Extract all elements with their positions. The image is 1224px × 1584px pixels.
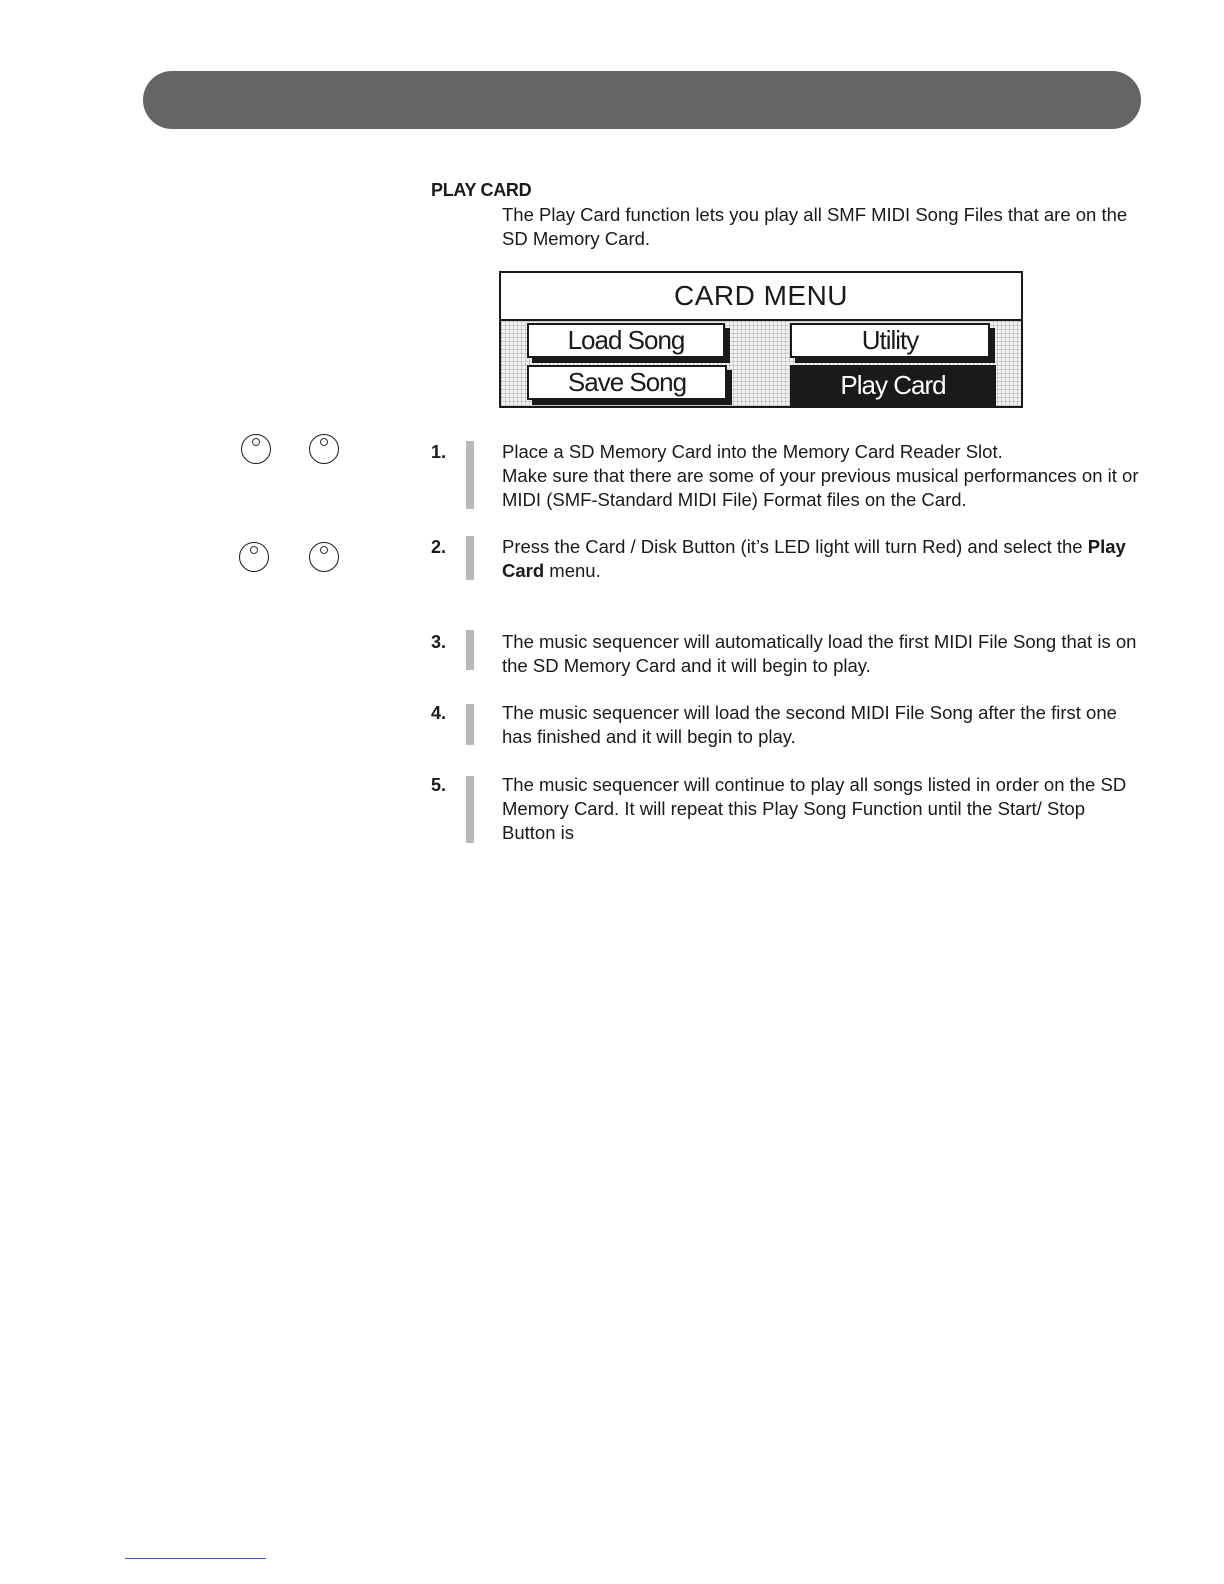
card-menu-title: CARD MENU: [501, 273, 1021, 321]
step-1: [431, 440, 1141, 512]
knob-icon: [309, 434, 339, 464]
step-text: The music sequencer will load the second MIDI File Song after the first one has finished and it will begin to play.: [502, 702, 1117, 747]
footer-rule: [125, 1558, 266, 1559]
step-bar: [466, 704, 474, 745]
step-5: [431, 773, 1141, 845]
card-menu-display: [499, 271, 1023, 408]
step-text-pre: Press the Card / Disk Button (it’s LED light will turn Red) and select the: [502, 536, 1088, 557]
step-text-line: Make sure that there are some of your previous musical performances on it or MIDI (SMF-Standard MIDI File) Format files on the Card.: [502, 465, 1139, 510]
step-text-post: menu.: [544, 560, 601, 581]
step-bar: [466, 536, 474, 580]
knob-icon: [241, 434, 271, 464]
utility-button[interactable]: Utility: [790, 323, 990, 358]
step-3: [431, 630, 1141, 678]
knob-icon: [309, 542, 339, 572]
knob-icon: [239, 542, 269, 572]
step-number: 3.: [431, 632, 447, 652]
step-text: [502, 440, 1142, 512]
step-2: [431, 535, 1141, 583]
step-text: [502, 535, 1142, 583]
step-text: The music sequencer will automatically load the first MIDI File Song that is on the SD Memory Card and it will begin to play.: [502, 631, 1137, 676]
save-song-button[interactable]: Save Song: [527, 365, 727, 400]
play-card-button[interactable]: Play Card: [790, 365, 996, 406]
section-title: PLAY CARD: [431, 180, 532, 200]
step-text-line: Place a SD Memory Card into the Memory Card Reader Slot.: [502, 441, 1003, 462]
step-bar: [466, 630, 474, 670]
intro-paragraph: The Play Card function lets you play all SMF MIDI Song Files that are on the SD Memory Card.: [502, 204, 1128, 249]
header-bar: [143, 71, 1141, 129]
step-number: 4.: [431, 703, 447, 723]
step-4: [431, 701, 1141, 749]
step-text-bold: Play Card: [502, 536, 1126, 581]
step-number: 2.: [431, 537, 447, 557]
load-song-button[interactable]: Load Song: [527, 323, 725, 358]
step-number: 1.: [431, 442, 447, 462]
step-bar: [466, 776, 474, 843]
step-number: 5.: [431, 775, 447, 795]
step-bar: [466, 441, 474, 509]
step-text: The music sequencer will continue to play all songs listed in order on the SD Memory Card. It will repeat this Play Song Function until the Start/ Stop Button is: [502, 774, 1127, 843]
